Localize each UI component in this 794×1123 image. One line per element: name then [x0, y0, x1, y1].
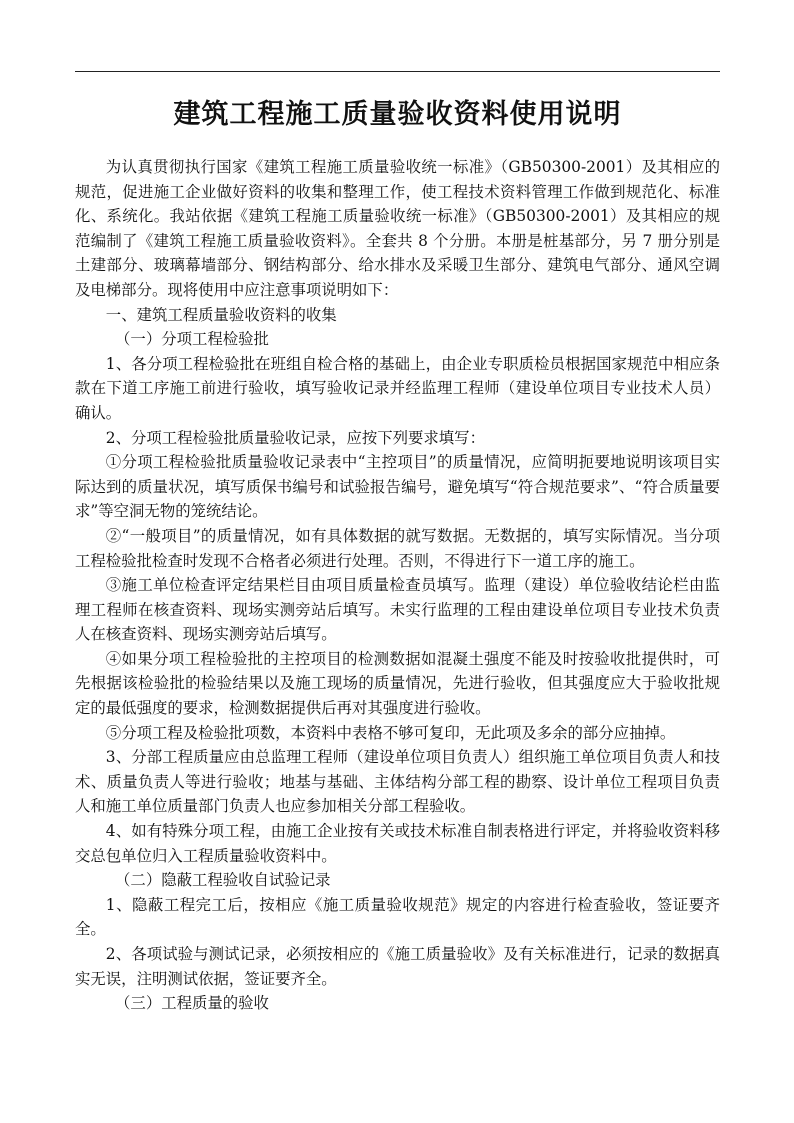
paragraph-sub-item-2: ②“一般项目”的质量情况，如有具体数据的就写数据。无数据的，填写实际情况。当分项工程检验批检查时发现不合格者必须进行处理。否则，不得进行下一道工序的施工。	[75, 526, 720, 570]
subsection-heading-1: （一）分项工程检验批	[115, 330, 269, 349]
paragraph-item-4: 4、如有特殊分项工程，由施工企业按有关或技术标准自制表格进行评定，并将验收资料移交总包单位归入工程质量验收资料中。	[75, 822, 720, 865]
subsection-heading-2: （二）隐蔽工程验收自试验记录	[115, 871, 331, 890]
document-body	[75, 155, 720, 1016]
paragraph-item-1: 1、各分项工程检验批在班组自检合格的基础上，由企业专职质检员根据国家规范中相应条款在下道工序施工前进行验收，填写验收记录并经监理工程师（建设单位项目专业技术人员）确认。	[75, 354, 720, 422]
paragraph-sub-item-4: ④如果分项工程检验批的主控项目的检测数据如混凝土强度不能及时按验收批提供时，可先根据该检验批的检验结果以及施工现场的质量情况，先进行验收，但其强度应大于验收批规定的最低强度的要求，检测数据提供后再对其强度进行验收。	[75, 649, 720, 718]
document-title: 建筑工程施工质量验收资料使用说明	[173, 99, 622, 130]
paragraph-intro: 为认真贯彻执行国家《建筑工程施工质量验收统一标准》（GB50300-2001）及其相应的规范，促进施工企业做好资料的收集和整理工作，使工程技术资料管理工作做到规范化、标准化、系统化。我站依据《建筑工程施工质量验收统一标准》（GB50300-2001）及其相应的规范编制了《建筑工程施工质量验收资料》。全套共 8 个分册。本册是桩基部分，另 7 册分别是土建部分、玻璃幕墙部分、钢结构部分、给水排水及采暖卫生部分、建筑电气部分、通风空调及电梯部分。现将使用中应注意事项说明如下：	[75, 158, 720, 299]
paragraph-item-3: 3、分部工程质量应由总监理工程师（建设单位项目负责人）组织施工单位项目负责人和技术、质量负责人等进行验收；地基与基础、主体结构分部工程的勘察、设计单位工程项目负责人和施工单位质量部门负责人也应参加相关分部工程验收。	[75, 748, 720, 816]
header-rule	[75, 71, 720, 72]
subsection-heading-3: （三）工程质量的验收	[115, 994, 269, 1013]
paragraph-hidden-2: 2、各项试验与测试记录，必须按相应的《施工质量验收》及有关标准进行，记录的数据真实无误，注明测试依据，签证要齐全。	[75, 945, 720, 988]
paragraph-sub-item-1: ①分项工程检验批质量验收记录表中“主控项目”的质量情况，应简明扼要地说明该项目实际达到的质量状况，填写质保书编号和试验报告编号，避免填写“符合规范要求”、“符合质量要求”等空洞无物的笼统结论。	[75, 453, 720, 521]
paragraph-hidden-1: 1、隐蔽工程完工后，按相应《施工质量验收规范》规定的内容进行检查验收，签证要齐全。	[75, 895, 720, 939]
paragraph-sub-item-3: ③施工单位检查评定结果栏目由项目质量检查员填写。监理（建设）单位验收结论栏由监理工程师在核查资料、现场实测旁站后填写。未实行监理的工程由建设单位项目专业技术负责人在核查资料、现场实测旁站后填写。	[75, 576, 720, 644]
paragraph-sub-item-5: ⑤分项工程及检验批项数，本资料中表格不够可复印，无此项及多余的部分应抽掉。	[105, 723, 676, 742]
section-heading-1: 一、建筑工程质量验收资料的收集	[105, 305, 337, 324]
paragraph-item-2: 2、分项工程检验批质量验收记录，应按下列要求填写：	[105, 428, 485, 447]
